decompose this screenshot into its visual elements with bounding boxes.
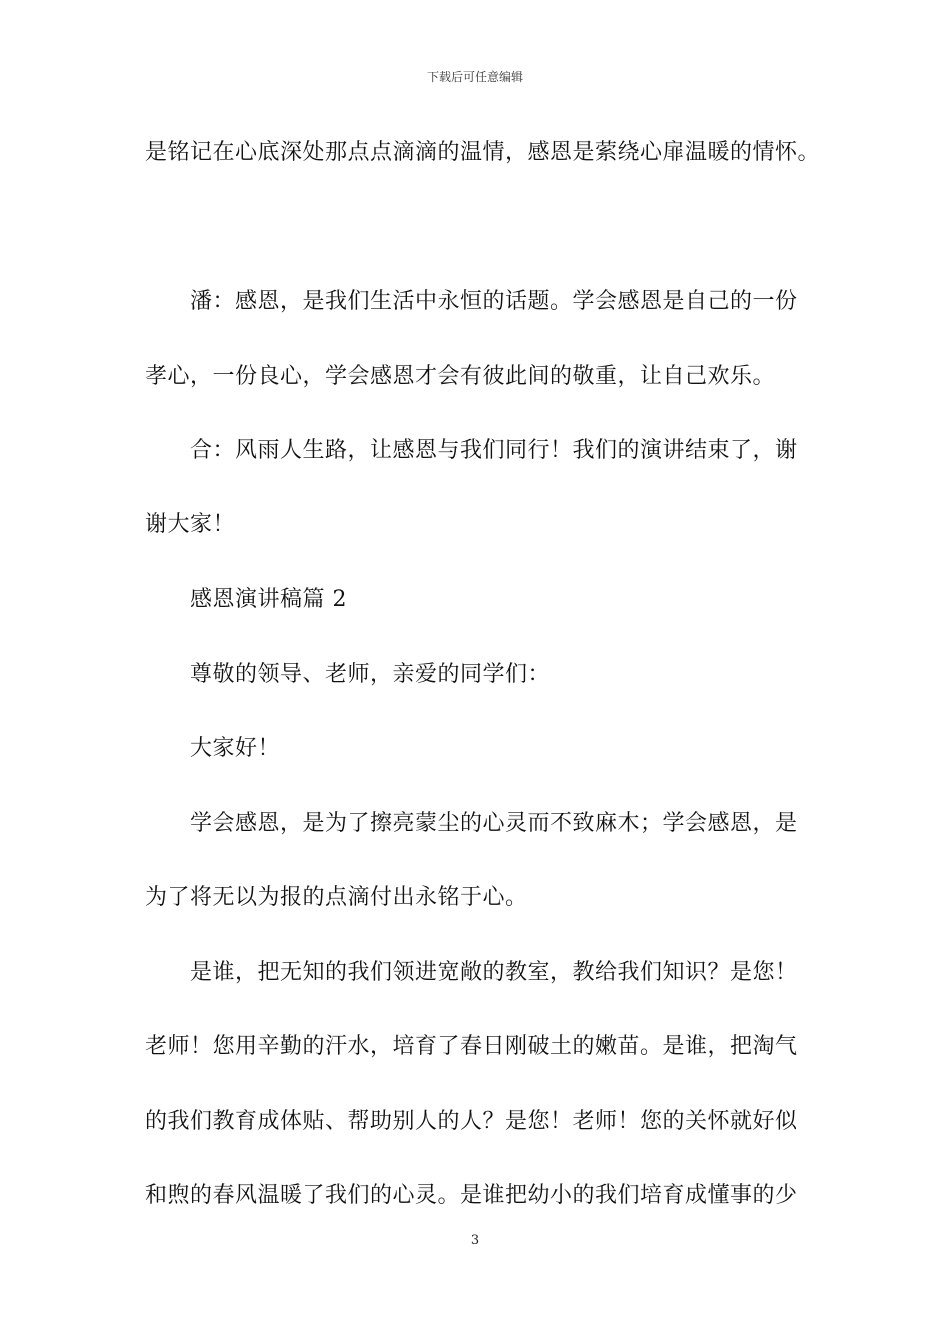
text-line: 大家好！: [190, 736, 281, 761]
text-line: 学会感恩，是为了擦亮蒙尘的心灵而不致麻木；学会感恩，是: [190, 811, 798, 836]
text-line: 为了将无以为报的点滴付出永铭于心。: [145, 885, 528, 910]
page-number: 3: [470, 1233, 480, 1248]
text-line: 是铭记在心底深处那点点滴滴的温情，感恩是萦绕心扉温暖的情怀。: [145, 140, 821, 165]
text-line: 合：风雨人生路，让感恩与我们同行！我们的演讲结束了，谢: [190, 438, 798, 463]
page-header-note: 下载后可任意编辑: [426, 70, 523, 84]
text-line: 和煦的春风温暖了我们的心灵。是谁把幼小的我们培育成懂事的少: [145, 1183, 798, 1208]
text-line: 潘：感恩，是我们生活中永恒的话题。学会感恩是自己的一份: [190, 289, 798, 314]
text-line: 尊敬的领导、老师，亲爱的同学们：: [190, 662, 551, 687]
text-line: 是谁，把无知的我们领进宽敞的教室，教给我们知识？是您！: [190, 960, 798, 985]
text-line: 老师！您用辛勤的汗水，培育了春日刚破土的嫩苗。是谁，把淘气: [145, 1034, 798, 1059]
text-line: 谢大家！: [145, 512, 236, 537]
text-line: 孝心，一份良心，学会感恩才会有彼此间的敬重，让自己欢乐。: [145, 364, 776, 389]
section-heading: 感恩演讲稿篇 2: [190, 587, 347, 612]
text-line: 的我们教育成体贴、帮助别人的人？是您！老师！您的关怀就好似: [145, 1109, 798, 1134]
